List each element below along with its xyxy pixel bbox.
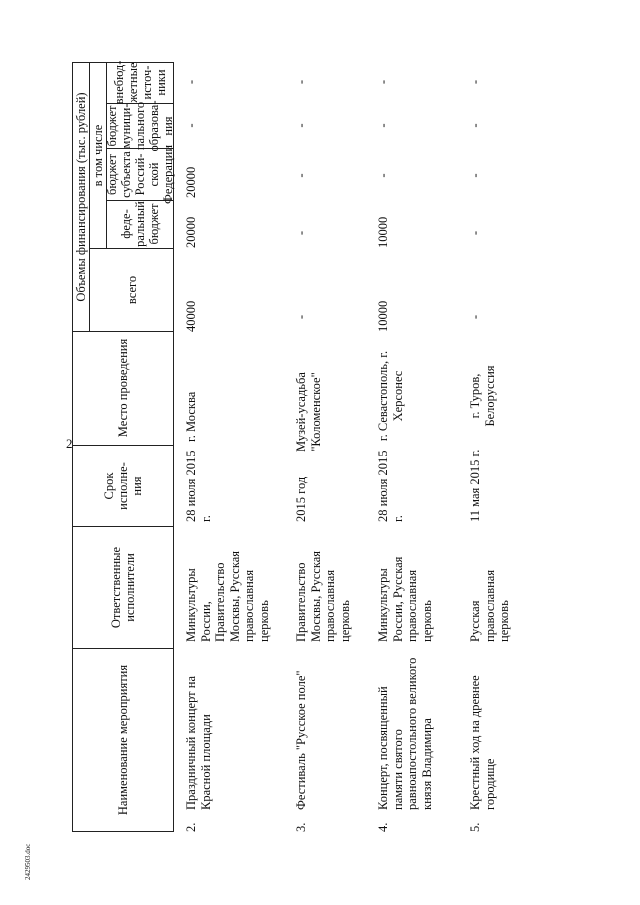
row-name: Крестный ход на древнее городище (468, 675, 497, 810)
row-place: г. Туров, Белоруссия (468, 365, 497, 427)
row-term: 28 июля 2015 г. (184, 450, 213, 522)
row-term: 11 мая 2015 г. (468, 449, 482, 522)
row-federal: - (294, 230, 308, 236)
row-regional: - (376, 173, 390, 178)
row-name: Фестиваль "Русское поле" (294, 670, 308, 810)
footer-filename: 2429503.doc (24, 843, 32, 880)
row-name: Праздничный концерт на Красной площади (184, 676, 213, 810)
row-municipal: - (184, 123, 198, 128)
row-regional: - (468, 173, 482, 178)
row-total: 10000 (376, 300, 390, 332)
row-regional: 20000 (184, 166, 198, 198)
page-number: 2 (66, 436, 73, 451)
row-responsible: Минкультуры России, Русская православная церковь (376, 556, 434, 642)
header-total: всего (125, 275, 139, 305)
header-term: Срок исполне-ния (102, 462, 144, 510)
row-municipal: - (376, 123, 390, 128)
row-extra: - (468, 79, 482, 85)
row-term: 2015 год (294, 476, 308, 522)
row-total: 40000 (184, 300, 198, 332)
header-name: Наименование мероприятия (116, 664, 130, 816)
row-number: 2. (184, 822, 198, 832)
row-extra: - (376, 79, 390, 85)
header-regional: бюджет субъекта Россий-ской Федерации (105, 144, 175, 205)
row-number: 3. (294, 822, 308, 832)
row-municipal: - (468, 123, 482, 128)
header-municipal: бюджет муници-пального образова-ния (105, 100, 175, 152)
row-term: 28 июля 2015 г. (376, 450, 405, 522)
row-extra: - (294, 79, 308, 85)
row-responsible: Правительство Москвы, Русская православная церковь (294, 550, 352, 642)
row-regional: - (294, 173, 308, 178)
table-header (72, 62, 174, 832)
row-name: Концерт, посвященный памяти святого равноапостольного великого князя Владимира (376, 657, 434, 810)
row-municipal: - (294, 123, 308, 128)
header-extra: внебюд-жетные источ-ники (112, 60, 168, 105)
row-place: Музей-усадьба "Коломенское" (294, 372, 323, 452)
row-total: - (294, 314, 308, 320)
row-total: - (468, 314, 482, 320)
row-number: 4. (376, 822, 390, 832)
row-federal: - (468, 230, 482, 236)
table-body (184, 62, 604, 832)
row-place: г. Москва (184, 391, 198, 442)
row-responsible: Русская православная церковь (468, 569, 511, 642)
header-funding: Объемы финансирования (тыс. рублей) (73, 92, 88, 302)
row-place: г. Севастополь, г. Херсонес (376, 350, 405, 442)
header-responsible: Ответственные исполнители (109, 546, 137, 629)
header-place: Место проведения (116, 338, 130, 438)
header-federal: феде-ральный бюджет (119, 201, 161, 247)
row-extra: - (184, 79, 198, 85)
row-responsible: Минкультуры России, Правительство Москвы, Русская православная церковь (184, 550, 271, 642)
row-federal: 10000 (376, 216, 390, 248)
row-federal: 20000 (184, 216, 198, 248)
header-including: в том числе (91, 124, 105, 187)
row-number: 5. (468, 822, 482, 832)
